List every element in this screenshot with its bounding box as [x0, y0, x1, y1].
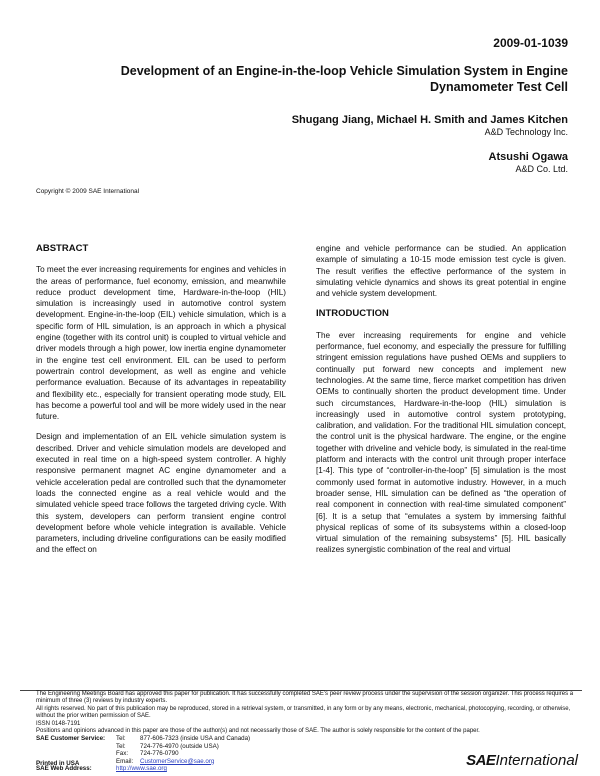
tel-inside: 877-606-7323 (inside USA and Canada) [140, 735, 251, 743]
right-column [316, 243, 566, 565]
tel-label: Tel: [116, 735, 126, 743]
logo-sae: SAE [466, 752, 496, 769]
footer-issn: ISSN 0148-7191 [36, 720, 81, 727]
fax-number: 724-776-0790 [140, 750, 179, 758]
printed-in: Printed in USA [36, 760, 80, 767]
introduction-heading: INTRODUCTION [316, 308, 389, 320]
footer-approval: The Engineering Meetings Board has approved this paper for publication. It has successfully completed SAE’s peer review process under the supervision of the session organizer. This process requires a minimum of three (3) reviews by industry experts. [36, 691, 574, 705]
paper-title [48, 63, 568, 95]
tel-outside: 724-776-4970 (outside USA) [140, 742, 219, 750]
introduction-paragraph-1: The ever increasing requirements for engine and vehicle performance, fuel economy, and especially the pressure for fulfilling stringent emission regulations have pushed OEMs and suppliers to continually put forward new concepts and implement new technologies. At the same time, fierce market competition has driven OEMs to continually shorten the product development time. Under such circumstances, Hardware-in-the-loop (HIL) simulation is increasingly used in automotive control system prototyping, calibration, and validation. For the traditional HIL simulation concept, the control unit is the physical hardware. The engine, or the engine together with driveline and vehicle body, is simulated in the real-time platform and interacts with the control unit through proper interface [1-4]. This type of “controller-in-the-loop” [5] simulation is the most commonly used format in automotive industry. However, in a much broader sense, HIL simulation can be defined as “the operation of real component in connection with real-time simulated component” [6]. It is a setup that “emulates a system by immersing faithful physical replicas of some of its subsystems within a closed-loop virtual simulation of the remaining subsystems” [5]. HIL basically realizes synergistic combination of the real and virtual [316, 330, 566, 555]
paper-number: 2009-01-1039 [493, 36, 568, 50]
authors-primary: Shugang Jiang, Michael H. Smith and James Kitchen [291, 114, 568, 126]
sae-logo [466, 752, 578, 769]
affiliation-primary: A&D Technology Inc. [484, 127, 568, 137]
email-link[interactable]: CustomerService@sae.org [140, 757, 215, 765]
left-column [36, 243, 286, 565]
affiliation-secondary: A&D Co. Ltd. [515, 164, 568, 174]
abstract-paragraph-3: engine and vehicle performance can be studied. An application example of simulating a 10-15 mode emission test cycle is given. The result verifies the effective performance of the system in simulating vehicle dynamics and shows its great potential in engine and vehicle system development. [316, 244, 566, 299]
title-line-1: Development of an Engine-in-the-loop Vehicle Simulation System in Engine [120, 64, 568, 78]
authors-secondary: Atsushi Ogawa [488, 151, 568, 163]
tel-label-2: Tel: [116, 742, 126, 750]
footer-rights: All rights reserved. No part of this publication may be reproduced, stored in a retrieval system, or transmitted, in any form or by any means, electronic, mechanical, photocopying, recording, or otherwise, without the prior written permission of SAE. [36, 705, 571, 720]
title-line-2: Dynamometer Test Cell [429, 80, 568, 94]
contact-tel-row [36, 735, 581, 742]
customer-service-label: SAE Customer Service: [36, 735, 106, 743]
footer-disclaimer: Positions and opinions advanced in this paper are those of the author(s) and not necessarily those of SAE. The author is solely responsible for the content of the paper. [36, 728, 480, 735]
logo-international: International [495, 752, 578, 769]
abstract-heading: ABSTRACT [36, 243, 89, 254]
web-address-label: SAE Web Address: [36, 765, 92, 773]
copyright-notice: Copyright © 2009 SAE International [36, 188, 140, 195]
web-link[interactable]: http://www.sae.org [116, 765, 167, 773]
email-label: Email: [116, 757, 134, 765]
abstract-paragraph-2: Design and implementation of an EIL vehicle simulation system is described. Driver and vehicle simulation models are developed and executed in real time on a high-speed system controller. A highly responsive permanent magnet AC engine dynamometer and a vehicle acceleration pedal are controlled such that the dynamometer loads the connected engine as a real vehicle would and the simulated vehicle speed trace follows the targeted driving cycle. With this system, developers can perform transient engine control development before whole vehicle integration is available. Vehicle parameters, including driveline configurations can be easily modified and the effect on [36, 432, 286, 555]
abstract-paragraph-1: To meet the ever increasing requirements for engines and vehicles in the areas of performance, fuel economy, emission, and meanwhile reduce product development time, Hardware-in-the-loop (HIL) simulation is increasingly used in automotive control system development. Engine-in-the-loop (EIL) vehicle simulation, which is a specific form of HIL simulation, is an approach in which a physical engine (together with its control unit) is coupled to virtual vehicle and driver models through a high power, low inertia engine dynamometer in the engine test cell environment. EIL can be used to perform powertrain control development, as well as engine and vehicle performance evaluation. Because of its advantages in repeatability and flexibility etc., especially for transient operating mode study, EIL has become a powerful tool and will be more widely used in the near future. [36, 265, 286, 422]
fax-label: Fax: [116, 750, 129, 758]
contact-tel2-row [36, 743, 581, 750]
